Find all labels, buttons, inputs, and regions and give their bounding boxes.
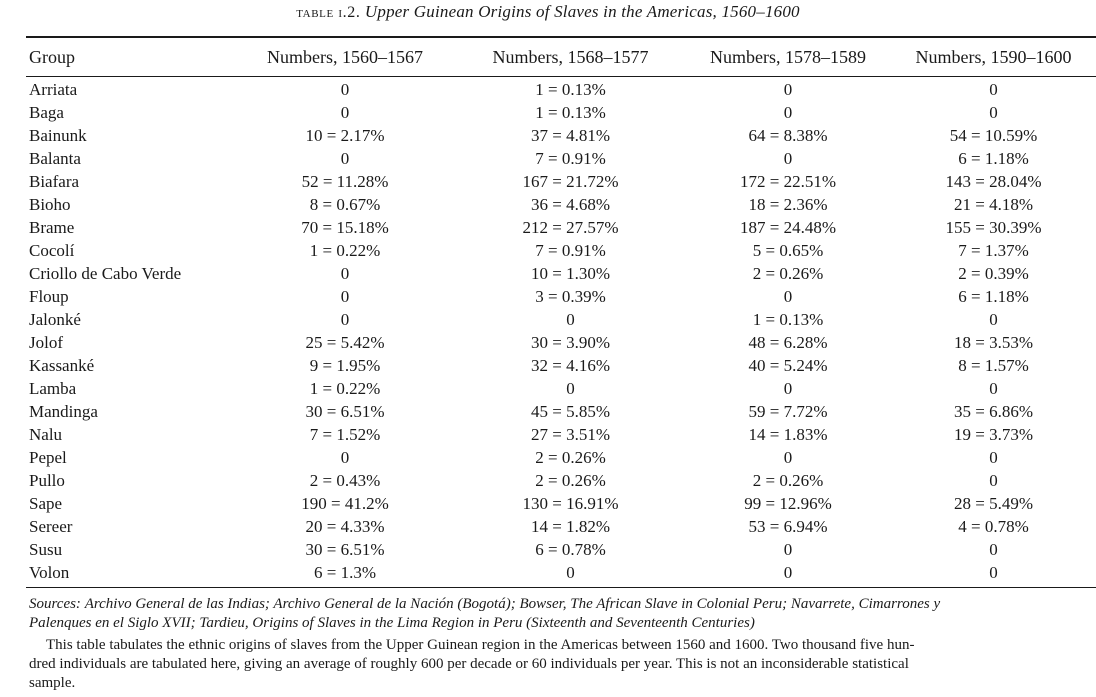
- sources-text-2: Palenques en el Siglo XVII; Tardieu, Origins of Slaves in the Lima Region in Peru (Sixteenth and Seventeenth Centuries): [29, 615, 755, 631]
- numbers-cell: 0: [783, 563, 793, 582]
- table-header-row: [29, 40, 1096, 74]
- numbers-cell: 21 = 4.18%: [954, 195, 1033, 214]
- group-name-cell: Arriata: [29, 80, 78, 99]
- table-row: [29, 147, 1096, 170]
- paragraph-line-3: sample.: [29, 675, 76, 691]
- group-name-cell: Criollo de Cabo Verde: [29, 264, 182, 283]
- numbers-cell: 7 = 0.91%: [535, 149, 606, 168]
- table-row: [29, 170, 1096, 193]
- table-row: [29, 446, 1096, 469]
- numbers-cell: 8 = 1.57%: [958, 356, 1029, 375]
- table-sources: [29, 595, 1096, 633]
- numbers-cell: 4 = 0.78%: [958, 517, 1029, 536]
- group-name-cell: Bioho: [29, 195, 71, 214]
- numbers-cell: 32 = 4.16%: [531, 356, 610, 375]
- numbers-cell: 0: [566, 379, 575, 398]
- numbers-cell: 14 = 1.82%: [531, 517, 610, 536]
- numbers-cell: 0: [340, 448, 350, 467]
- table-caption: [0, 2, 1096, 22]
- group-name-cell: Cocolí: [29, 241, 75, 260]
- numbers-cell: 0: [566, 310, 575, 329]
- numbers-cell: 0: [340, 80, 350, 99]
- table-row: [29, 262, 1096, 285]
- numbers-cell: 37 = 4.81%: [531, 126, 610, 145]
- numbers-cell: 1 = 0.13%: [535, 80, 606, 99]
- numbers-cell: 130 = 16.91%: [522, 494, 619, 513]
- numbers-cell: 6 = 1.18%: [958, 149, 1029, 168]
- numbers-cell: 1 = 0.22%: [309, 241, 381, 260]
- numbers-cell: 0: [340, 103, 350, 122]
- numbers-cell: 30 = 6.51%: [305, 540, 385, 559]
- numbers-cell: 143 = 28.04%: [945, 172, 1042, 191]
- numbers-cell: 0: [340, 149, 350, 168]
- group-name-cell: Volon: [29, 563, 70, 582]
- group-name-cell: Lamba: [29, 379, 77, 398]
- numbers-cell: 6 = 1.18%: [958, 287, 1029, 306]
- numbers-cell: 27 = 3.51%: [531, 425, 610, 444]
- column-header-1590-1600: Numbers, 1590–1600: [915, 46, 1072, 67]
- table-row: [29, 561, 1096, 584]
- group-name-cell: Susu: [29, 540, 63, 559]
- numbers-cell: 19 = 3.73%: [954, 425, 1033, 444]
- sources-line-1: [29, 595, 1096, 614]
- top-rule: [26, 36, 1096, 38]
- numbers-cell: 2 = 0.26%: [752, 471, 824, 490]
- table-row: [29, 216, 1096, 239]
- table-row: [29, 423, 1096, 446]
- numbers-cell: 59 = 7.72%: [748, 402, 828, 421]
- table-row: [29, 400, 1096, 423]
- numbers-cell: 212 = 27.57%: [522, 218, 619, 237]
- group-name-cell: Nalu: [29, 425, 63, 444]
- numbers-cell: 14 = 1.83%: [748, 425, 828, 444]
- column-header-1560-1567: Numbers, 1560–1567: [267, 46, 423, 67]
- group-name-cell: Balanta: [29, 149, 81, 168]
- table-row: [29, 377, 1096, 400]
- numbers-cell: 6 = 0.78%: [535, 540, 606, 559]
- table-row: [29, 308, 1096, 331]
- table-row: [29, 515, 1096, 538]
- numbers-cell: 0: [783, 287, 793, 306]
- numbers-cell: 45 = 5.85%: [531, 402, 610, 421]
- numbers-cell: 30 = 6.51%: [305, 402, 385, 421]
- numbers-cell: 172 = 22.51%: [740, 172, 836, 191]
- numbers-cell: 20 = 4.33%: [305, 517, 385, 536]
- numbers-cell: 0: [989, 540, 998, 559]
- numbers-cell: 2 = 0.26%: [535, 448, 606, 467]
- group-name-cell: Pepel: [29, 448, 67, 467]
- table-row: [29, 354, 1096, 377]
- numbers-cell: 0: [340, 264, 350, 283]
- numbers-cell: 155 = 30.39%: [945, 218, 1042, 237]
- table-row: [29, 101, 1096, 124]
- caption-label: table i.2.: [296, 4, 361, 21]
- paragraph-line-1: This table tabulates the ethnic origins of slaves from the Upper Guinean region in the Americas between 1560 and 1600. Two thousand five hun-: [46, 637, 915, 653]
- numbers-cell: 1 = 0.13%: [752, 310, 824, 329]
- numbers-cell: 48 = 6.28%: [748, 333, 828, 352]
- origins-table: [29, 40, 1096, 584]
- caption-title: Upper Guinean Origins of Slaves in the Americas, 1560–1600: [364, 2, 800, 21]
- numbers-cell: 0: [340, 287, 350, 306]
- numbers-cell: 3 = 0.39%: [535, 287, 606, 306]
- numbers-cell: 25 = 5.42%: [305, 333, 385, 352]
- group-name-cell: Bainunk: [29, 126, 87, 145]
- table-body: [29, 74, 1096, 584]
- group-name-cell: Sape: [29, 494, 63, 513]
- group-name-cell: Jolof: [29, 333, 63, 352]
- numbers-cell: 18 = 2.36%: [748, 195, 828, 214]
- numbers-cell: 1 = 0.22%: [309, 379, 381, 398]
- numbers-cell: 6 = 1.3%: [314, 563, 376, 582]
- numbers-cell: 5 = 0.65%: [752, 241, 824, 260]
- numbers-cell: 0: [340, 310, 350, 329]
- numbers-cell: 0: [783, 103, 793, 122]
- numbers-cell: 0: [783, 448, 793, 467]
- group-name-cell: Mandinga: [29, 402, 98, 421]
- numbers-cell: 0: [783, 379, 793, 398]
- numbers-cell: 53 = 6.94%: [748, 517, 828, 536]
- numbers-cell: 2 = 0.39%: [958, 264, 1029, 283]
- numbers-cell: 64 = 8.38%: [748, 126, 828, 145]
- sources-label: Sources:: [29, 596, 81, 612]
- sources-text-1: Archivo General de las Indias; Archivo General de la Nación (Bogotá); Bowser, The African Slave in Colonial Peru; Navarrete, Cimarrones y: [84, 596, 941, 612]
- numbers-cell: 7 = 0.91%: [535, 241, 606, 260]
- numbers-cell: 0: [783, 540, 793, 559]
- numbers-cell: 30 = 3.90%: [531, 333, 610, 352]
- numbers-cell: 70 = 15.18%: [301, 218, 389, 237]
- group-name-cell: Floup: [29, 287, 69, 306]
- column-header-group: Group: [29, 46, 75, 67]
- table-row: [29, 74, 1096, 101]
- numbers-cell: 0: [989, 310, 998, 329]
- numbers-cell: 7 = 1.37%: [958, 241, 1029, 260]
- numbers-cell: 187 = 24.48%: [740, 218, 836, 237]
- numbers-cell: 40 = 5.24%: [748, 356, 828, 375]
- table-row: [29, 492, 1096, 515]
- table-row: [29, 285, 1096, 308]
- column-header-1578-1589: Numbers, 1578–1589: [710, 46, 866, 67]
- numbers-cell: 36 = 4.68%: [531, 195, 610, 214]
- body-paragraph: [29, 636, 1096, 693]
- group-name-cell: Jalonké: [29, 310, 81, 329]
- column-header-1568-1577: Numbers, 1568–1577: [492, 46, 649, 67]
- numbers-cell: 10 = 1.30%: [531, 264, 610, 283]
- numbers-cell: 28 = 5.49%: [954, 494, 1033, 513]
- table-row: [29, 331, 1096, 354]
- numbers-cell: 2 = 0.43%: [309, 471, 381, 490]
- numbers-cell: 167 = 21.72%: [522, 172, 619, 191]
- group-name-cell: Biafara: [29, 172, 80, 191]
- bottom-rule: [26, 587, 1096, 588]
- numbers-cell: 190 = 41.2%: [301, 494, 389, 513]
- numbers-cell: 9 = 1.95%: [309, 356, 381, 375]
- table-row: [29, 193, 1096, 216]
- group-name-cell: Pullo: [29, 471, 65, 490]
- numbers-cell: 10 = 2.17%: [305, 126, 385, 145]
- group-name-cell: Brame: [29, 218, 75, 237]
- table-row: [29, 124, 1096, 147]
- numbers-cell: 35 = 6.86%: [954, 402, 1033, 421]
- numbers-cell: 2 = 0.26%: [752, 264, 824, 283]
- numbers-cell: 0: [783, 80, 793, 99]
- numbers-cell: 52 = 11.28%: [301, 172, 389, 191]
- group-name-cell: Kassanké: [29, 356, 95, 375]
- numbers-cell: 0: [989, 563, 998, 582]
- numbers-cell: 0: [783, 149, 793, 168]
- table-row: [29, 239, 1096, 262]
- paragraph-line-2: dred individuals are tabulated here, giving an average of roughly 600 per decade or 60 individuals per year. This is not an inconsiderable statistical: [29, 656, 909, 672]
- group-name-cell: Sereer: [29, 517, 73, 536]
- numbers-cell: 0: [989, 379, 998, 398]
- numbers-cell: 0: [989, 448, 998, 467]
- numbers-cell: 0: [989, 103, 998, 122]
- group-name-cell: Baga: [29, 103, 64, 122]
- numbers-cell: 8 = 0.67%: [309, 195, 381, 214]
- table-row: [29, 469, 1096, 492]
- table-row: [29, 538, 1096, 561]
- numbers-cell: 7 = 1.52%: [309, 425, 381, 444]
- numbers-cell: 0: [989, 80, 998, 99]
- sources-line-2: [29, 614, 1096, 633]
- numbers-cell: 18 = 3.53%: [954, 333, 1033, 352]
- numbers-cell: 54 = 10.59%: [949, 126, 1038, 145]
- numbers-cell: 0: [566, 563, 575, 582]
- numbers-cell: 1 = 0.13%: [535, 103, 606, 122]
- numbers-cell: 99 = 12.96%: [744, 494, 832, 513]
- numbers-cell: 2 = 0.26%: [535, 471, 606, 490]
- numbers-cell: 0: [989, 471, 998, 490]
